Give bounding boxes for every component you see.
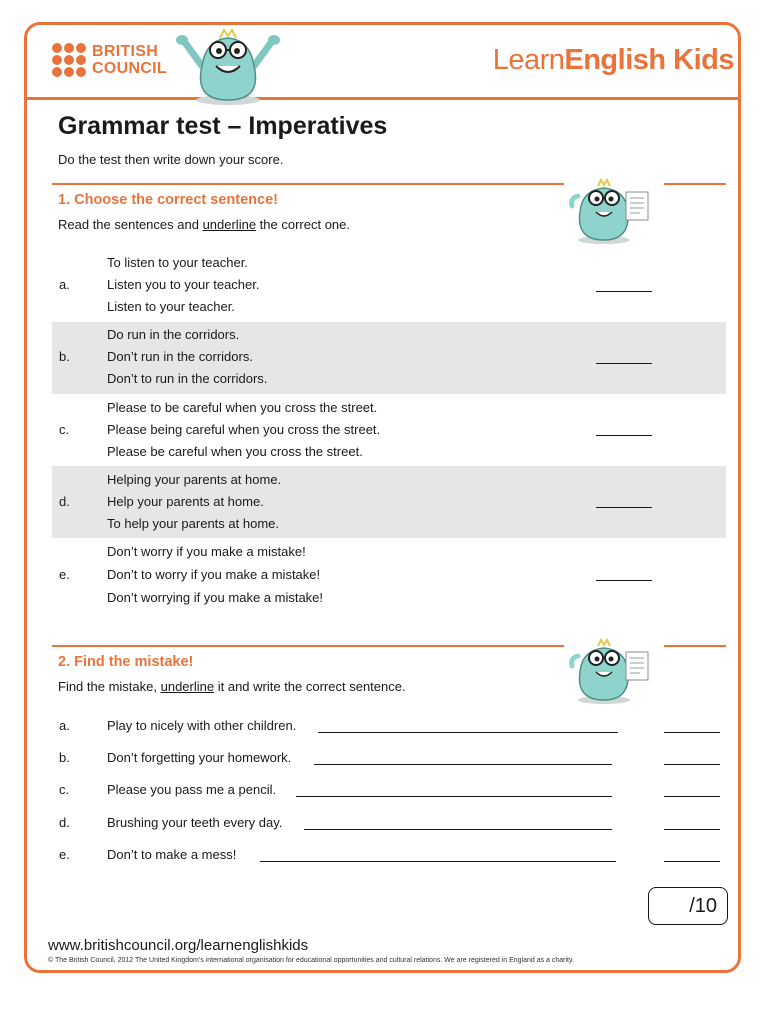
section1-rule-right — [664, 183, 726, 185]
question-block-d — [52, 466, 726, 538]
mistake-sentence[interactable]: Brushing your teeth every day. — [107, 815, 283, 830]
answer-option[interactable]: Please being careful when you cross the street. — [107, 422, 381, 437]
learnenglish-kids-wordmark: LearnEnglish Kids — [492, 44, 734, 76]
answer-option[interactable]: Don’t run in the corridors. — [107, 349, 253, 364]
item-letter: e. — [59, 847, 70, 862]
question-block-b — [52, 322, 726, 394]
question-letter: e. — [59, 567, 70, 582]
item-letter: a. — [59, 718, 70, 733]
mistake-sentence[interactable]: Please you pass me a pencil. — [107, 782, 277, 797]
correction-line[interactable] — [296, 795, 612, 797]
section1-heading: 1. Choose the correct sentence! — [58, 192, 278, 208]
mistake-item-a — [52, 718, 726, 738]
brand-line-2: COUNCIL — [92, 60, 167, 77]
header-divider — [26, 97, 740, 100]
answer-option[interactable]: Don’t to run in the corridors. — [107, 371, 268, 386]
correction-line[interactable] — [304, 828, 612, 830]
answer-option[interactable]: Please be careful when you cross the street. — [107, 444, 363, 459]
answer-option[interactable]: Help your parents at home. — [107, 494, 264, 509]
page-title: Grammar test – Imperatives — [58, 112, 388, 140]
intro-text: Do the test then write down your score. — [58, 152, 284, 167]
answer-option[interactable]: Please to be careful when you cross the street. — [107, 400, 378, 415]
question-block-c — [52, 394, 726, 466]
question-letter: b. — [59, 349, 70, 364]
monster-reading-paper-icon — [568, 636, 658, 706]
mistake-sentence[interactable]: Don’t to make a mess! — [107, 847, 237, 862]
green-monster-mascot-icon — [172, 26, 284, 106]
answer-option[interactable]: Don’t worry if you make a mistake! — [107, 544, 306, 559]
mistake-item-e — [52, 847, 726, 867]
item-letter: c. — [59, 782, 70, 797]
answer-blank[interactable] — [596, 579, 652, 581]
section2-rule-left — [52, 645, 564, 647]
question-letter: c. — [59, 422, 70, 437]
mistake-sentence[interactable]: Don’t forgetting your homework. — [107, 750, 292, 765]
score-blank[interactable] — [664, 828, 720, 830]
mistake-item-b — [52, 750, 726, 770]
monster-reading-paper-icon — [568, 176, 658, 246]
item-letter: d. — [59, 815, 70, 830]
answer-option[interactable]: Listen to your teacher. — [107, 299, 235, 314]
score-blank[interactable] — [664, 860, 720, 862]
answer-option[interactable]: Listen you to your teacher. — [107, 277, 260, 292]
mistake-item-c — [52, 782, 726, 802]
correction-line[interactable] — [314, 763, 612, 765]
correction-line[interactable] — [318, 731, 618, 733]
correction-line[interactable] — [260, 860, 616, 862]
score-blank[interactable] — [664, 731, 720, 733]
answer-blank[interactable] — [596, 290, 652, 292]
question-letter: a. — [59, 277, 70, 292]
score-blank[interactable] — [664, 763, 720, 765]
item-letter: b. — [59, 750, 70, 765]
section2-heading: 2. Find the mistake! — [58, 654, 194, 670]
answer-option[interactable]: To help your parents at home. — [107, 516, 279, 531]
section2-instructions: Find the mistake, underline it and write the correct sentence. — [58, 679, 406, 694]
answer-blank[interactable] — [596, 506, 652, 508]
footer-url[interactable]: www.britishcouncil.org/learnenglishkids — [48, 937, 309, 954]
score-total: /10 — [689, 895, 717, 917]
question-block-e — [52, 538, 726, 610]
score-box[interactable] — [648, 887, 728, 925]
question-block-a — [52, 250, 726, 322]
answer-option[interactable]: Don’t worrying if you make a mistake! — [107, 590, 324, 605]
footer-legal: © The British Council, 2012 The United Kingdom’s international organisation for educational opportunities and cultural relations. We are registered in England as a charity. — [48, 957, 574, 964]
section2-rule-right — [664, 645, 726, 647]
answer-blank[interactable] — [596, 362, 652, 364]
section1-rule-left — [52, 183, 564, 185]
answer-option[interactable]: Do run in the corridors. — [107, 327, 240, 342]
question-letter: d. — [59, 494, 70, 509]
section1-instructions: Read the sentences and underline the correct one. — [58, 217, 351, 232]
mistake-sentence[interactable]: Play to nicely with other children. — [107, 718, 297, 733]
answer-option[interactable]: Helping your parents at home. — [107, 472, 282, 487]
score-blank[interactable] — [664, 795, 720, 797]
answer-option[interactable]: To listen to your teacher. — [107, 255, 248, 270]
answer-option[interactable]: Don’t to worry if you make a mistake! — [107, 567, 321, 582]
answer-blank[interactable] — [596, 434, 652, 436]
mistake-item-d — [52, 815, 726, 835]
british-council-dots-icon — [52, 43, 88, 79]
brand-line-1: BRITISH — [92, 43, 159, 60]
